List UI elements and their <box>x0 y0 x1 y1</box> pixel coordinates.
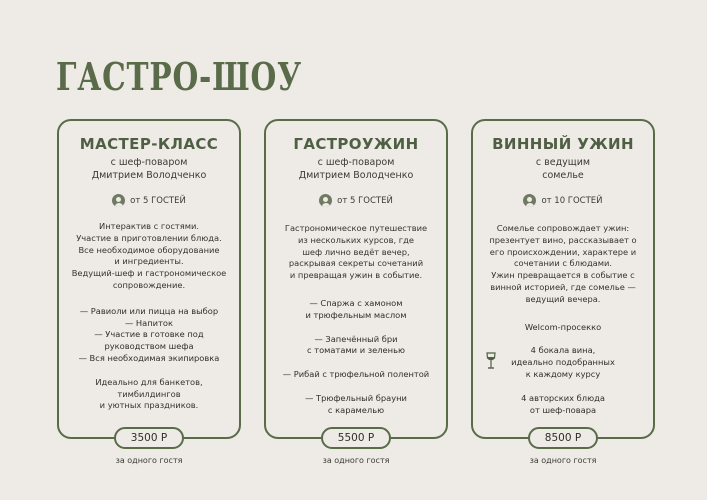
guests-info <box>473 194 653 207</box>
note-line: тимбилдингов <box>117 388 181 399</box>
subtitle-line: Дмитрием Володченко <box>298 170 414 181</box>
price-caption: за одного гостя <box>115 456 183 465</box>
menu-item-line: — Трюфельный брауни <box>305 392 407 403</box>
menu-item-line: — Спаржа с хамоном <box>309 297 403 308</box>
list-item: руководством шефа <box>104 341 194 352</box>
desc-line: Сомелье сопровождает ужин: <box>496 223 630 233</box>
price-badge: 8500 Р <box>528 427 598 449</box>
person-icon <box>523 194 536 207</box>
card-description <box>481 223 645 306</box>
desc-line: его происхождении, характере и <box>489 246 637 257</box>
subtitle-line: сомелье <box>542 170 584 181</box>
list-item: — Напиток <box>125 317 173 328</box>
subtitle-line: с шеф-поваром <box>110 157 188 168</box>
card-master-class <box>57 119 241 439</box>
wine-line: 4 бокала вина, <box>530 345 596 356</box>
list-item: — Равиоли или пицца на выбор <box>79 305 219 316</box>
card-menu-list <box>272 298 440 417</box>
desc-line: сочетании с блюдами. <box>513 258 613 269</box>
desc-line: Все необходимое оборудование <box>78 244 220 255</box>
dishes-info <box>481 393 645 417</box>
menu-item <box>272 369 440 381</box>
page-title: ГАСТРО-ШОУ <box>56 54 302 99</box>
menu-item <box>272 334 440 358</box>
desc-line: раскрывая секреты сочетаний <box>288 258 424 269</box>
list-item: — Вся необходимая экипировка <box>78 352 220 363</box>
guests-info <box>266 194 446 207</box>
desc-line: и превращая ужин в событие. <box>289 270 423 281</box>
desc-line: и ингредиенты. <box>114 256 184 267</box>
person-icon <box>319 194 332 207</box>
card-description <box>67 221 231 292</box>
wine-menu <box>481 322 645 417</box>
card-heading: ГАСТРОУЖИН <box>293 135 419 153</box>
price-caption: за одного гостя <box>529 456 597 465</box>
price-caption: за одного гостя <box>322 456 390 465</box>
menu-item-line: — Запечённый бри <box>314 333 398 344</box>
card-subtitle <box>266 156 446 182</box>
menu-item <box>272 298 440 322</box>
list-item: — Участие в готовке под <box>94 329 204 340</box>
desc-line: из нескольких курсов, где <box>298 234 414 245</box>
wine-glass-icon <box>485 352 497 370</box>
desc-line: презентует вино, рассказывает о <box>489 234 637 245</box>
card-wine-dinner <box>471 119 655 439</box>
note-line: и уютных праздников. <box>99 400 199 411</box>
desc-line: Ужин превращается в событие с <box>491 270 635 281</box>
person-icon <box>112 194 125 207</box>
welcome-drink: Welcom-просекко <box>524 321 602 332</box>
note-line: Идеально для банкетов, <box>95 376 203 387</box>
wine-line: к каждому курсу <box>525 368 601 379</box>
desc-line: Интерактив с гостями. <box>99 221 199 231</box>
guests-label: от 5 ГОСТЕЙ <box>337 195 393 206</box>
dishes-line: от шеф-повара <box>529 404 597 415</box>
desc-line: сопровождение. <box>112 279 186 290</box>
price-badge: 3500 Р <box>114 427 184 449</box>
desc-line: шеф лично ведёт вечер, <box>302 246 410 257</box>
card-subtitle <box>473 156 653 182</box>
card-gastro-dinner <box>264 119 448 439</box>
wine-pairing <box>481 345 645 380</box>
desc-line: Ведущий-шеф и гастрономическое <box>71 268 227 279</box>
guests-label: от 10 ГОСТЕЙ <box>541 195 603 206</box>
price-badge: 5500 Р <box>321 427 391 449</box>
menu-item-line: с томатами и зеленью <box>307 345 405 356</box>
guests-info <box>59 194 239 207</box>
menu-item <box>272 393 440 417</box>
desc-line: Гастрономическое путешествие <box>284 223 428 233</box>
card-includes-list <box>65 306 233 365</box>
wine-line: идеально подобранных <box>511 357 615 368</box>
desc-line: ведущий вечера. <box>525 293 601 304</box>
desc-line: Участие в приготовлении блюда. <box>76 232 222 243</box>
subtitle-line: с ведущим <box>535 157 591 168</box>
menu-item-line: — Рибай с трюфельной полентой <box>282 369 430 380</box>
menu-item-line: с карамелью <box>327 404 385 415</box>
desc-line: винной историей, где сомелье — <box>490 281 636 292</box>
menu-item-line: и трюфельным маслом <box>305 309 407 320</box>
card-note <box>69 377 229 412</box>
card-description <box>274 223 438 282</box>
dishes-line: 4 авторских блюда <box>521 392 605 403</box>
card-heading: МАСТЕР-КЛАСС <box>79 135 219 153</box>
subtitle-line: Дмитрием Володченко <box>91 170 207 181</box>
guests-label: от 5 ГОСТЕЙ <box>130 195 186 206</box>
card-heading: ВИННЫЙ УЖИН <box>492 135 634 153</box>
card-subtitle <box>59 156 239 182</box>
subtitle-line: с шеф-поваром <box>317 157 395 168</box>
